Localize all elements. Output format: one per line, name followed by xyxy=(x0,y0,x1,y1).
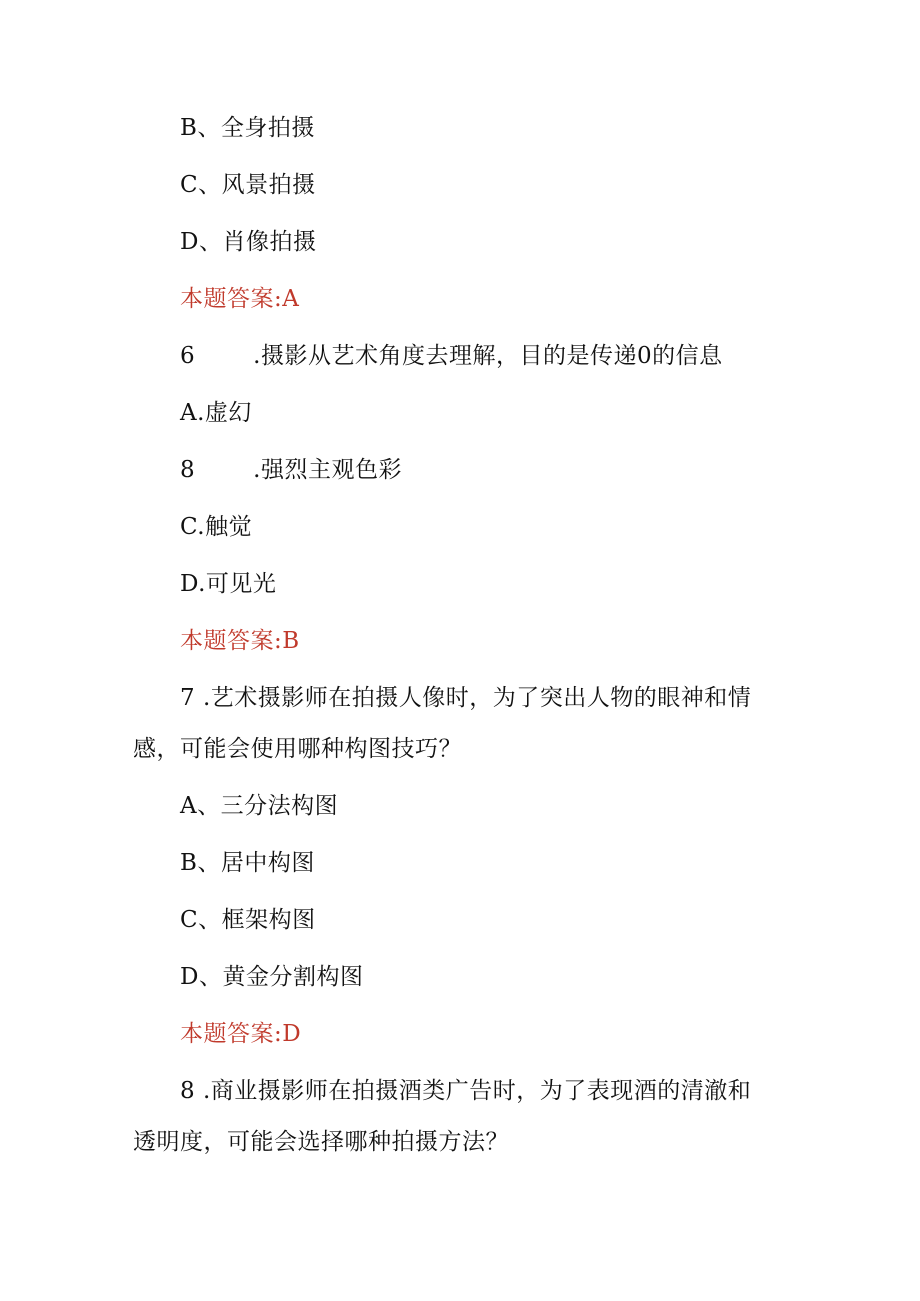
q6-answer: 本题答案:B xyxy=(180,628,300,654)
q7-question-line1: 7 .艺术摄影师在拍摄人像时，为了突出人物的眼神和情 xyxy=(180,685,752,711)
q6-text: .摄影从艺术角度去理解，目的是传递0的信息 xyxy=(253,343,723,369)
q6-option-b xyxy=(180,456,402,484)
q6-option-d: D.可见光 xyxy=(180,571,277,597)
q5-option-b: B、全身拍摄 xyxy=(180,115,315,141)
q7-option-b: B、居中构图 xyxy=(180,850,315,876)
q6-option-a: A.虚幻 xyxy=(180,400,252,426)
q6-question xyxy=(180,342,723,370)
q6-option-b-number: 8 xyxy=(180,457,196,483)
q6-option-b-text: .强烈主观色彩 xyxy=(253,457,402,483)
q7-answer: 本题答案:D xyxy=(180,1021,302,1047)
q7-question-line2: 感，可能会使用哪种构图技巧？ xyxy=(133,736,462,762)
q5-answer: 本题答案:A xyxy=(180,286,300,312)
q6-option-c: C.触觉 xyxy=(180,514,253,540)
q8-question-line2: 透明度，可能会选择哪种拍摄方法？ xyxy=(133,1129,509,1155)
q7-option-d: D、黄金分割构图 xyxy=(180,964,364,990)
q5-option-c: C、风景拍摄 xyxy=(180,172,316,198)
q7-option-c: C、框架构图 xyxy=(180,907,316,933)
q7-option-a: A、三分法构图 xyxy=(180,793,339,819)
q6-number: 6 xyxy=(180,343,196,369)
q8-question-line1: 8 .商业摄影师在拍摄酒类广告时，为了表现酒的清澈和 xyxy=(180,1078,752,1104)
q5-option-d: D、肖像拍摄 xyxy=(180,229,317,255)
